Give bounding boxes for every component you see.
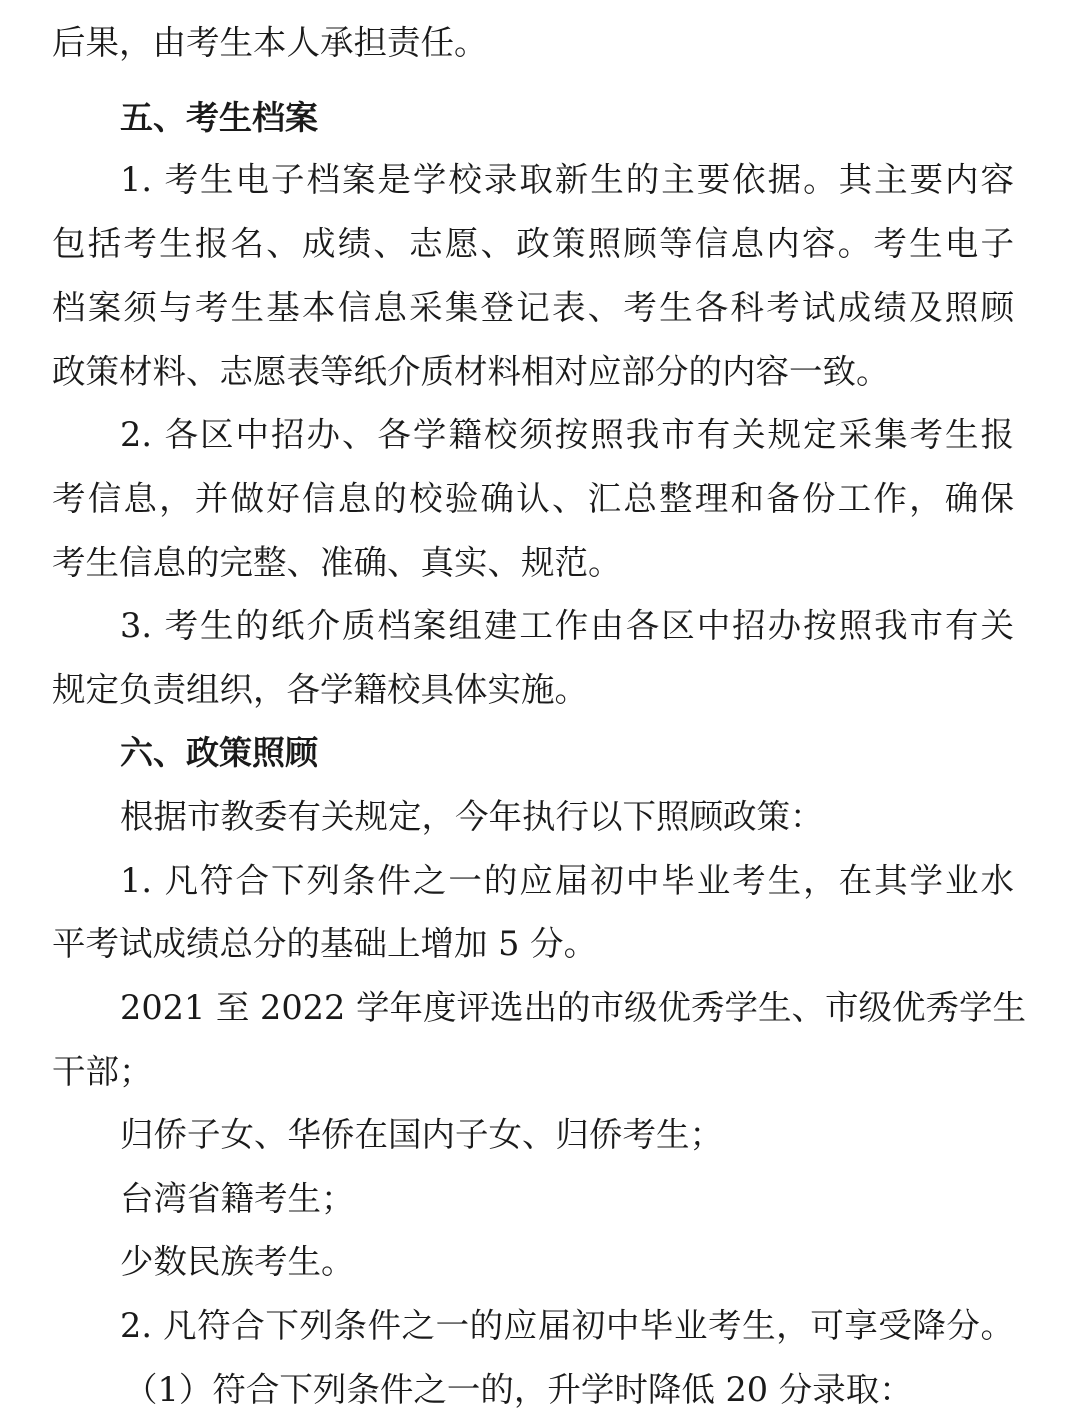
text-line: 1. 凡符合下列条件之一的应届初中毕业考生，在其学业水: [120, 861, 1014, 900]
text-line: 平考试成绩总分的基础上增加 5 分。: [52, 924, 598, 963]
text-line: 干部；: [52, 1052, 153, 1091]
list-item: 台湾省籍考生；: [120, 1179, 355, 1218]
text-line: 档案须与考生基本信息采集登记表、考生各科考试成绩及照顾: [52, 288, 1014, 327]
text-line: 1. 考生电子档案是学校录取新生的主要依据。其主要内容: [120, 160, 1014, 199]
text-line: 政策材料、志愿表等纸介质材料相对应部分的内容一致。: [52, 352, 890, 391]
text-line: 2. 凡符合下列条件之一的应届初中毕业考生，可享受降分。: [120, 1306, 1014, 1345]
text-line: 3. 考生的纸介质档案组建工作由各区中招办按照我市有关: [120, 606, 1014, 645]
text-line: 考信息，并做好信息的校验确认、汇总整理和备份工作，确保: [52, 479, 1014, 518]
list-item: 归侨子女、华侨在国内子女、归侨考生；: [120, 1115, 723, 1154]
text-line: 2021 至 2022 学年度评选出的市级优秀学生、市级优秀学生: [120, 988, 1026, 1027]
list-item: 少数民族考生。: [120, 1242, 355, 1281]
section-heading-5: 五、考生档案: [120, 98, 318, 137]
paragraph-continuation: 后果，由考生本人承担责任。: [52, 23, 488, 62]
text-line: （1）符合下列条件之一的，升学时降低 20 分录取：: [124, 1370, 913, 1409]
text-line: 考生信息的完整、准确、真实、规范。: [52, 543, 622, 582]
text-line: 规定负责组织，各学籍校具体实施。: [52, 670, 588, 709]
section-heading-6: 六、政策照顾: [120, 733, 318, 772]
text-line: 包括考生报名、成绩、志愿、政策照顾等信息内容。考生电子: [52, 224, 1014, 263]
text-line: 2. 各区中招办、各学籍校须按照我市有关规定采集考生报: [120, 415, 1014, 454]
text-line: 根据市教委有关规定，今年执行以下照顾政策：: [120, 797, 824, 836]
